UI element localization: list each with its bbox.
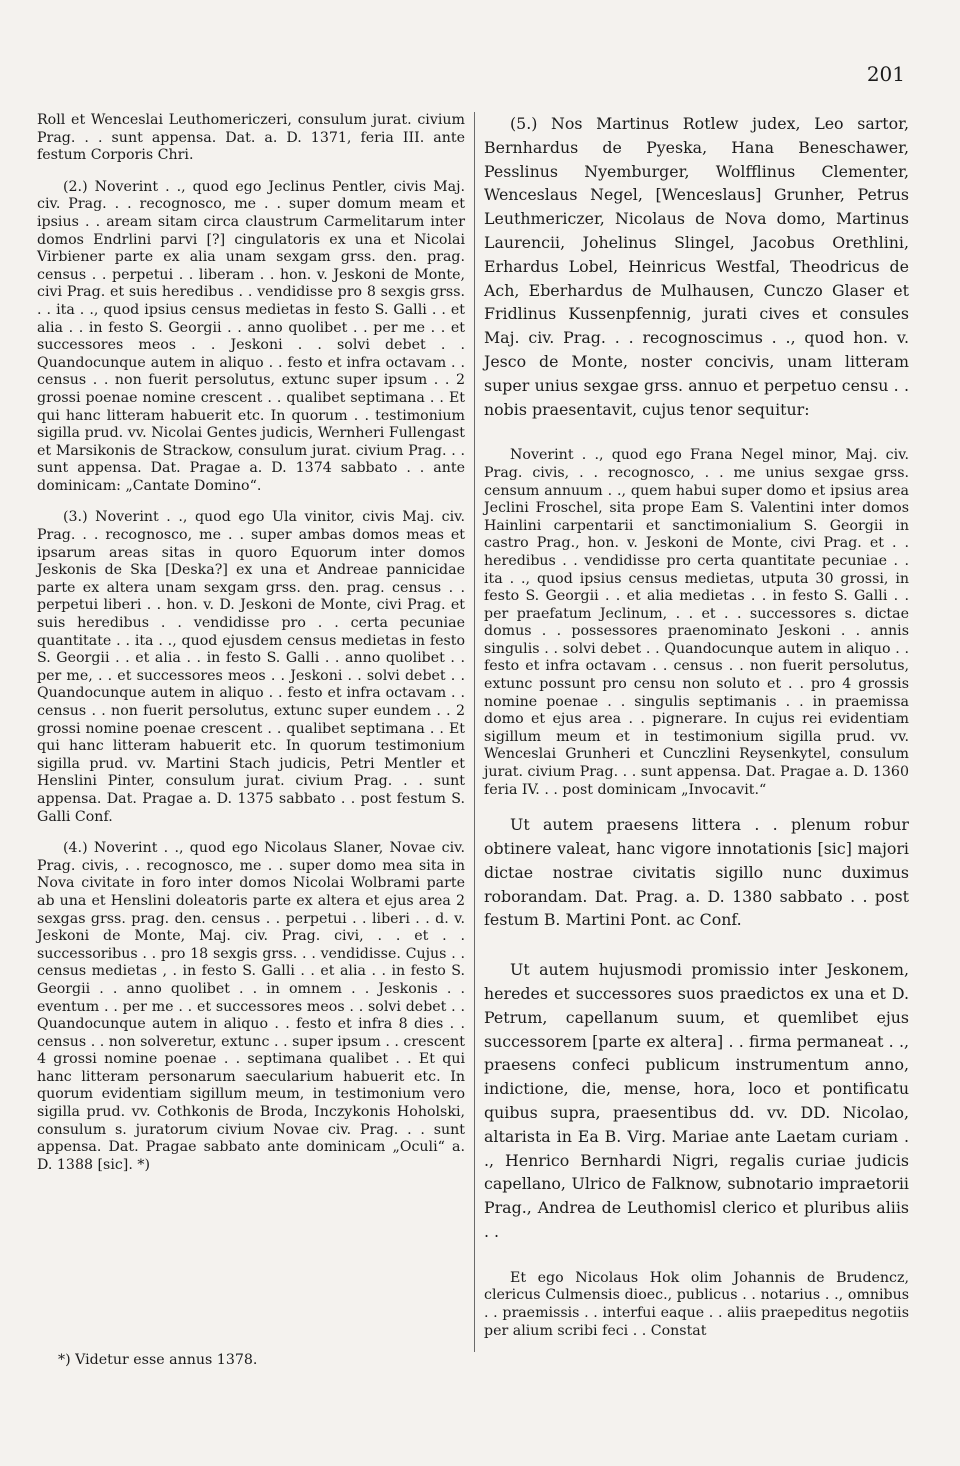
- left-column: [37, 112, 465, 1174]
- notarial-paragraph: Ut autem hujusmodi promissio inter Jeskonem, heredes et successores suos praedictos ex una et D. Petrum, capellanum suum, et quemlibet ejus successorem [parte ex altera] . . firma permaneat . ., praesens confeci publicum instrumentum anno, indictione, die, mense, hora, loco et pontificatu quibus supra, praesentibus dd. vv. DD. Nicolao, altarista in Ea B. Virg. Mariae ante Laetam curiam . ., Henrico Bernhardi Nigri, regalis curiae judicis capellano, Ulrico de Falknow, subnotario impraetorii Prag., Andrea de Leuthomisl clerico et pluribus aliis . .: [484, 960, 909, 1241]
- document-paragraph-2: (2.) Noverint . ., quod ego Jeclinus Pentler, civis Maj. civ. Prag. . . recognosco, me . . super domum meam et ipsius . . aream sitam circa claustrum Carmelitarum inter domos Endrlini parvi [?] cingulatoris ex una et Nicolai Virbiener parte ex alia unam sexgam grss. den. prag. census . . perpetui . . liberam . . hon. v. Jeskoni de Monte, civi Prag. et suis heredibus . . vendidisse pro 8 sexgis grss. . . ita . ., quod ipsius census medietas in festo S. Galli . . et alia . . in festo S. Georgii . . anno quolibet . . per me . . et successores meos . . Jeskoni . . solvi debet . . Quandocunque autem in aliquo . . festo et infra octavam . . census . . non fuerit persolutus, extunc super ipsum . . 2 grossi poenae nomine crescent . . qualibet septimana . . Et qui hanc litteram habuerit etc. In quorum . . testimonium sigilla prud. vv. Nicolai Gentes judicis, Wernheri Fullengast et Marsikonis de Strackow, consulum jurat. civium Prag. . . sunt appensa. Dat. Pragae a. D. 1374 sabbato . . ante dominicam: „Cantate Domino“.: [37, 178, 465, 494]
- column-divider: [474, 112, 475, 1352]
- document-paragraph-1: Roll et Wenceslai Leuthomericzeri, consulum jurat. civium Prag. . . sunt appensa. Dat. a. D. 1371, feria III. ante festum Corporis Chri.: [37, 112, 465, 164]
- quoted-charter: Noverint . ., quod ego Frana Negel minor, Maj. civ. Prag. civis, . . recognosco, . . me unius sexgae grss. censum annuum . ., quem habui super domo et ipsius area Jeclini Froschel, sita prope Eam S. Valentini inter domos Hainlini carpentarii et sanctimonialium S. Georgii in castro Prag., hon. v. Jeskoni de Monte, civi Prag. et . . heredibus . . vendidisse pro certa quantitate pecuniae . . ita . ., quod ipsius census medietas, utputa 30 grossi, in festo S. Georgii . . et alia medietas . . in festo S. Galli . . per praefatum Jeclinum, . . et . . successores s. dictae domus . . possessores praenominato Jeskoni . . annis singulis . . solvi debet . . Quandocunque autem in aliquo . . festo et infra octavam . . census . . non fuerit persolutus, extunc possunt pro censu non soluto et . . pro 4 grossis nomine poenae . . singulis septimanis . . in praemissa domo et ejus area . . pignerare. In cujus rei evidentiam sigillum meum et in testimonium sigilla prud. vv. Wenceslai Grunheri et Cunczlini Reysenkytel, consulum jurat. civium Prag. . . sunt appensa. Dat. Pragae a. D. 1360 feria IV. . . post dominicam „Invocavit.“: [484, 447, 909, 798]
- document-paragraph-5: (5.) Nos Martinus Rotlew judex, Leo sartor, Bernhardus de Pyeska, Hana Beneschawer, Pesslinus Nyemburger, Wolfflinus Clementer, Wenceslaus Negel, [Wenceslaus] Grunher, Petrus Leuthmericzer, Nicolaus de Nova domo, Martinus Laurencii, Johelinus Slingel, Jacobus Orethlini, Erhardus Lobel, Heinricus Westfal, Theodricus de Ach, Eberhardus de Mulhausen, Cunczo Glaser et Fridlinus Kussenpfennig, jurati cives et consules Maj. civ. Prag. . . recognoscimus . ., quod hon. v. Jesco de Monte, noster concivis, unam litteram super unius sexgae grss. annuo et perpetuo censu . . nobis praesentavit, cujus tenor sequitur:: [484, 114, 909, 419]
- notary-subscription: Et ego Nicolaus Hok olim Johannis de Brudencz, clericus Culmensis dioec., publicus . . notarius . ., omnibus . . praemissis . . interfui eaque . . aliis praepeditus negotiis per alium scribi feci . . Constat: [484, 1269, 909, 1339]
- footnote: *) Videtur esse annus 1378.: [58, 1352, 258, 1368]
- document-paragraph-3: (3.) Noverint . ., quod ego Ula vinitor, civis Maj. civ. Prag. . . recognosco, me . . super ambas domos meas et ipsarum areas sitas in quoro Equorum inter domos Jeskonis de Ska [Deska?] ex una et Andreae pannicidae parte ex altera unam sexgam grss. den. prag. census . . perpetui liberi . . hon. v. D. Jeskoni de Monte, civi Prag. et suis heredibus . . vendidisse pro . . certa pecuniae quantitate . . ita . ., quod ejusdem census medietas in festo S. Georgii . . et alia . . in festo S. Galli . . anno quolibet . . per me, . . et successores meos . . Jeskoni . . solvi debet . . Quandocunque autem in aliquo . . festo et infra octavam . . census . . non fuerit persolutus, extunc super eundem . . 2 grossi nomine poenae crescent . . qualibet septimana . . Et qui hanc litteram habuerit etc. In quorum testimonium sigilla prud. vv. Martini Stach judicis, Petri Mentler et Henslini Pinter, consulum jurat. civium Prag. . . sunt appensa. Dat. Pragae a. D. 1375 sabbato . . post festum S. Galli Conf.: [37, 509, 465, 825]
- right-column: [484, 112, 909, 1340]
- document-paragraph-4: (4.) Noverint . ., quod ego Nicolaus Slaner, Novae civ. Prag. civis, . . recognosco, me . . super domo mea sita in Nova civitate in foro inter domos Nicolai Wolbrami parte ab una et Henslini doleatoris parte ex altera et ejus area 2 sexgas grss. prag. den. census . . perpetui . . liberi . . d. v. Jeskoni de Monte, Maj. civ. Prag. civi, . . et . . successoribus . . pro 18 sexgis grss. . . vendidisse. Cujus . . census medietas , . in festo S. Galli . . et alia . . in festo S. Georgii . . anno quolibet . . in omnem . . Jeskonis . . eventum . . per me . . et successores meos . . solvi debet . . Quandocunque autem in aliquo . . festo et infra 8 dies . . census . . non solveretur, extunc . . super ipsum . . crescent 4 grossi nomine poenae . . septimana qualibet . . Et qui hanc litteram personarum saecularium habuerit etc. In quorum evidentiam sigillum meum, in testimonium vero sigilla prud. vv. Cothkonis de Broda, Inczykonis Hoholski, consulum s. juratorum civium Novae civ. Prag. . . sunt appensa. Dat. Pragae sabbato ante dominicam „Oculi“ a. D. 1388 [sic]. *): [37, 840, 465, 1173]
- page-number: 201: [866, 62, 905, 86]
- confirmation-paragraph: Ut autem praesens littera . . plenum robur obtinere valeat, hanc vigore innotationis [sic] majori dictae nostrae civitatis sigillo nunc duximus roborandam. Dat. Prag. a. D. 1380 sabbato . . post festum B. Martini Pont. ac Conf.: [484, 815, 909, 930]
